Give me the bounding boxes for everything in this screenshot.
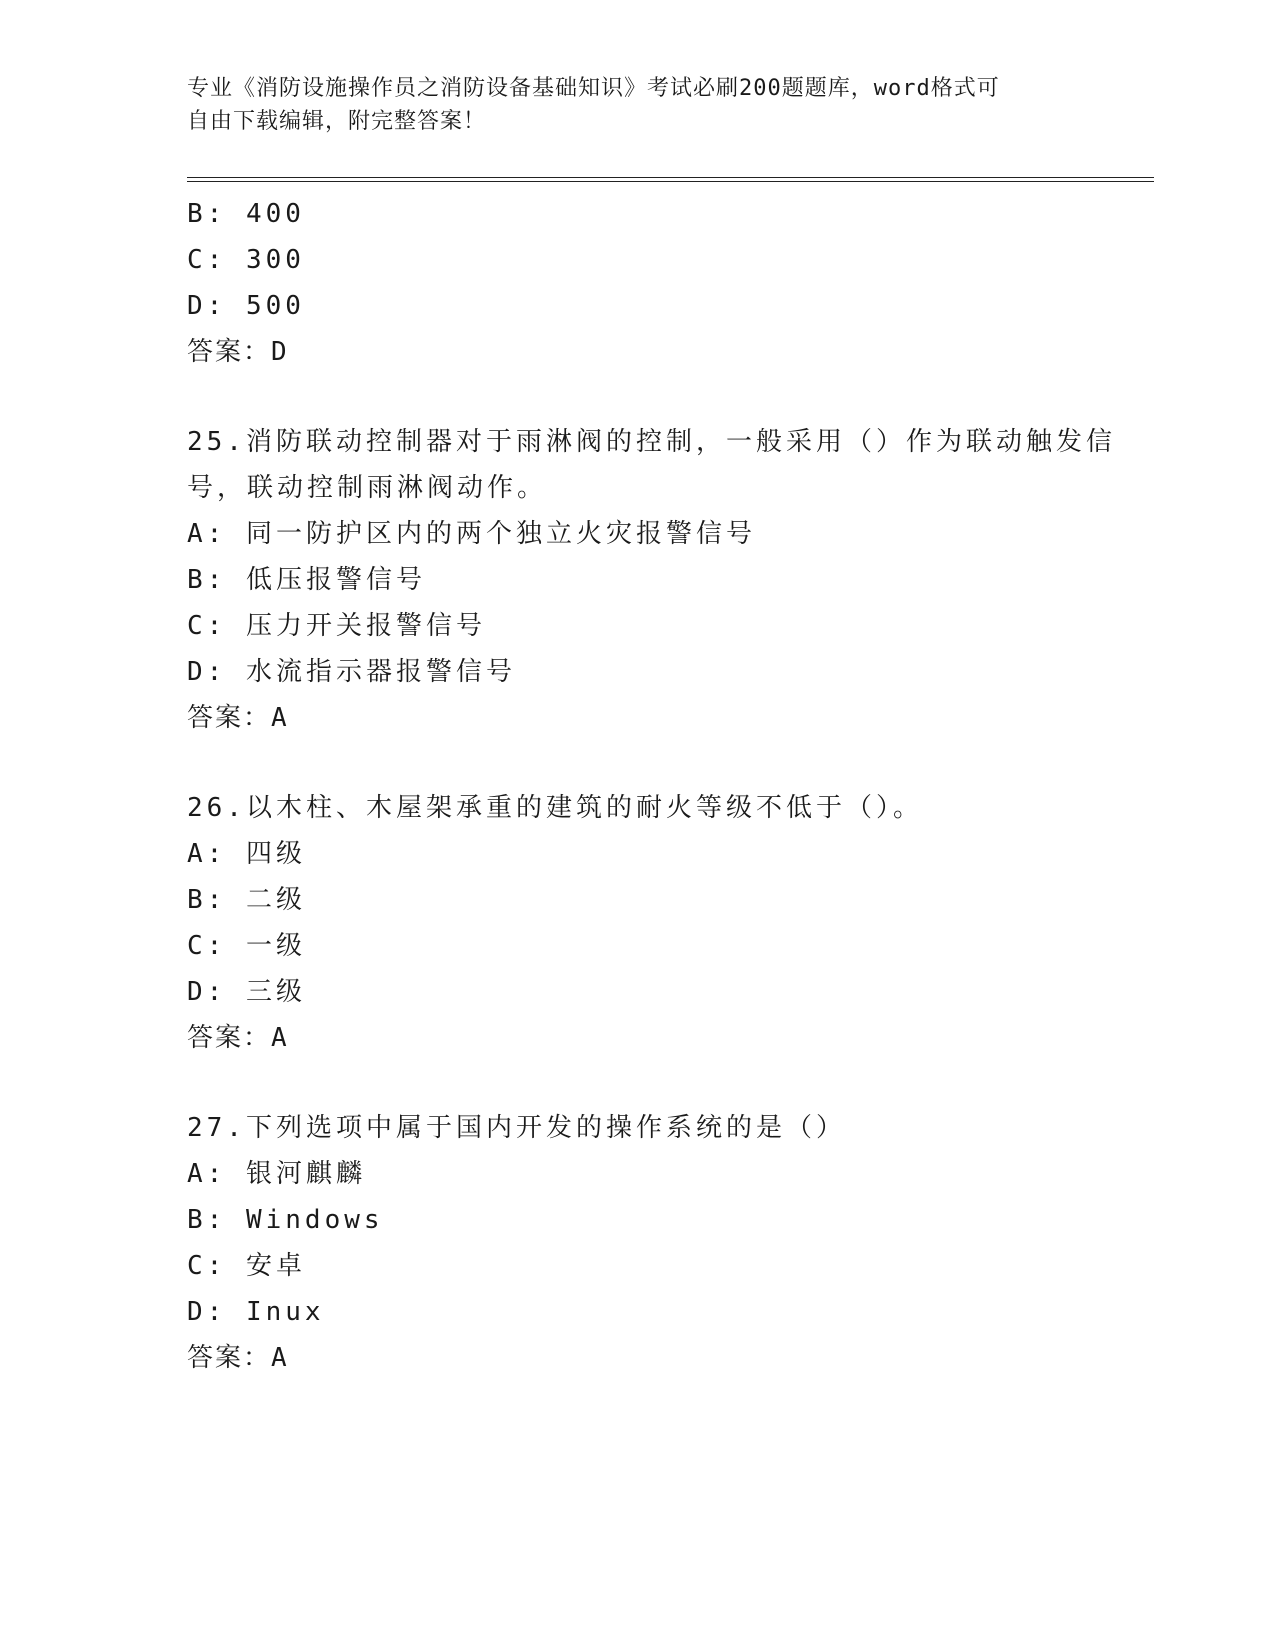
option-c: C: 安卓 bbox=[187, 1251, 306, 1281]
header-divider-bottom bbox=[187, 181, 1154, 182]
question-list bbox=[187, 191, 1116, 1381]
answer-line: 答案：A bbox=[187, 1343, 289, 1373]
question-block-25 bbox=[187, 419, 1116, 741]
question-block-26 bbox=[187, 785, 1087, 1061]
option-b: B: 二级 bbox=[187, 885, 306, 915]
option-b: B: 低压报警信号 bbox=[187, 565, 426, 595]
option-c: C: 压力开关报警信号 bbox=[187, 611, 486, 641]
spacer bbox=[187, 1061, 1087, 1105]
question-block-27 bbox=[187, 1105, 1087, 1381]
answer-line: 答案：A bbox=[187, 1023, 289, 1053]
option-d: D: 500 bbox=[187, 291, 305, 321]
option-a: A: 四级 bbox=[187, 839, 306, 869]
option-c: C: 300 bbox=[187, 245, 305, 275]
option-a: A: 同一防护区内的两个独立火灾报警信号 bbox=[187, 519, 756, 549]
document-header bbox=[187, 72, 1087, 138]
question-text-line-1: 27.下列选项中属于国内开发的操作系统的是（） bbox=[187, 1113, 846, 1143]
question-text-line-2: 号，联动控制雨淋阀动作。 bbox=[187, 473, 548, 503]
spacer bbox=[187, 741, 1087, 785]
option-d: D: Inux bbox=[187, 1297, 325, 1327]
option-b: B: 400 bbox=[187, 199, 305, 229]
answer-line: 答案：A bbox=[187, 703, 289, 733]
spacer bbox=[187, 375, 1087, 419]
header-title-line-1: 专业《消防设施操作员之消防设备基础知识》考试必刷200题题库，word格式可 bbox=[187, 76, 1000, 101]
header-title-line-2: 自由下载编辑，附完整答案！ bbox=[187, 109, 487, 134]
header-divider-top bbox=[187, 177, 1154, 178]
question-block-24 bbox=[187, 191, 1087, 375]
option-a: A: 银河麒麟 bbox=[187, 1159, 366, 1189]
question-text-line-1: 26.以木柱、木屋架承重的建筑的耐火等级不低于（）。 bbox=[187, 793, 923, 823]
question-text-line-1: 25.消防联动控制器对于雨淋阀的控制，一般采用（）作为联动触发信 bbox=[187, 427, 1116, 457]
answer-line: 答案：D bbox=[187, 337, 289, 367]
option-d: D: 三级 bbox=[187, 977, 306, 1007]
option-b: B: Windows bbox=[187, 1205, 384, 1235]
option-d: D: 水流指示器报警信号 bbox=[187, 657, 516, 687]
option-c: C: 一级 bbox=[187, 931, 306, 961]
